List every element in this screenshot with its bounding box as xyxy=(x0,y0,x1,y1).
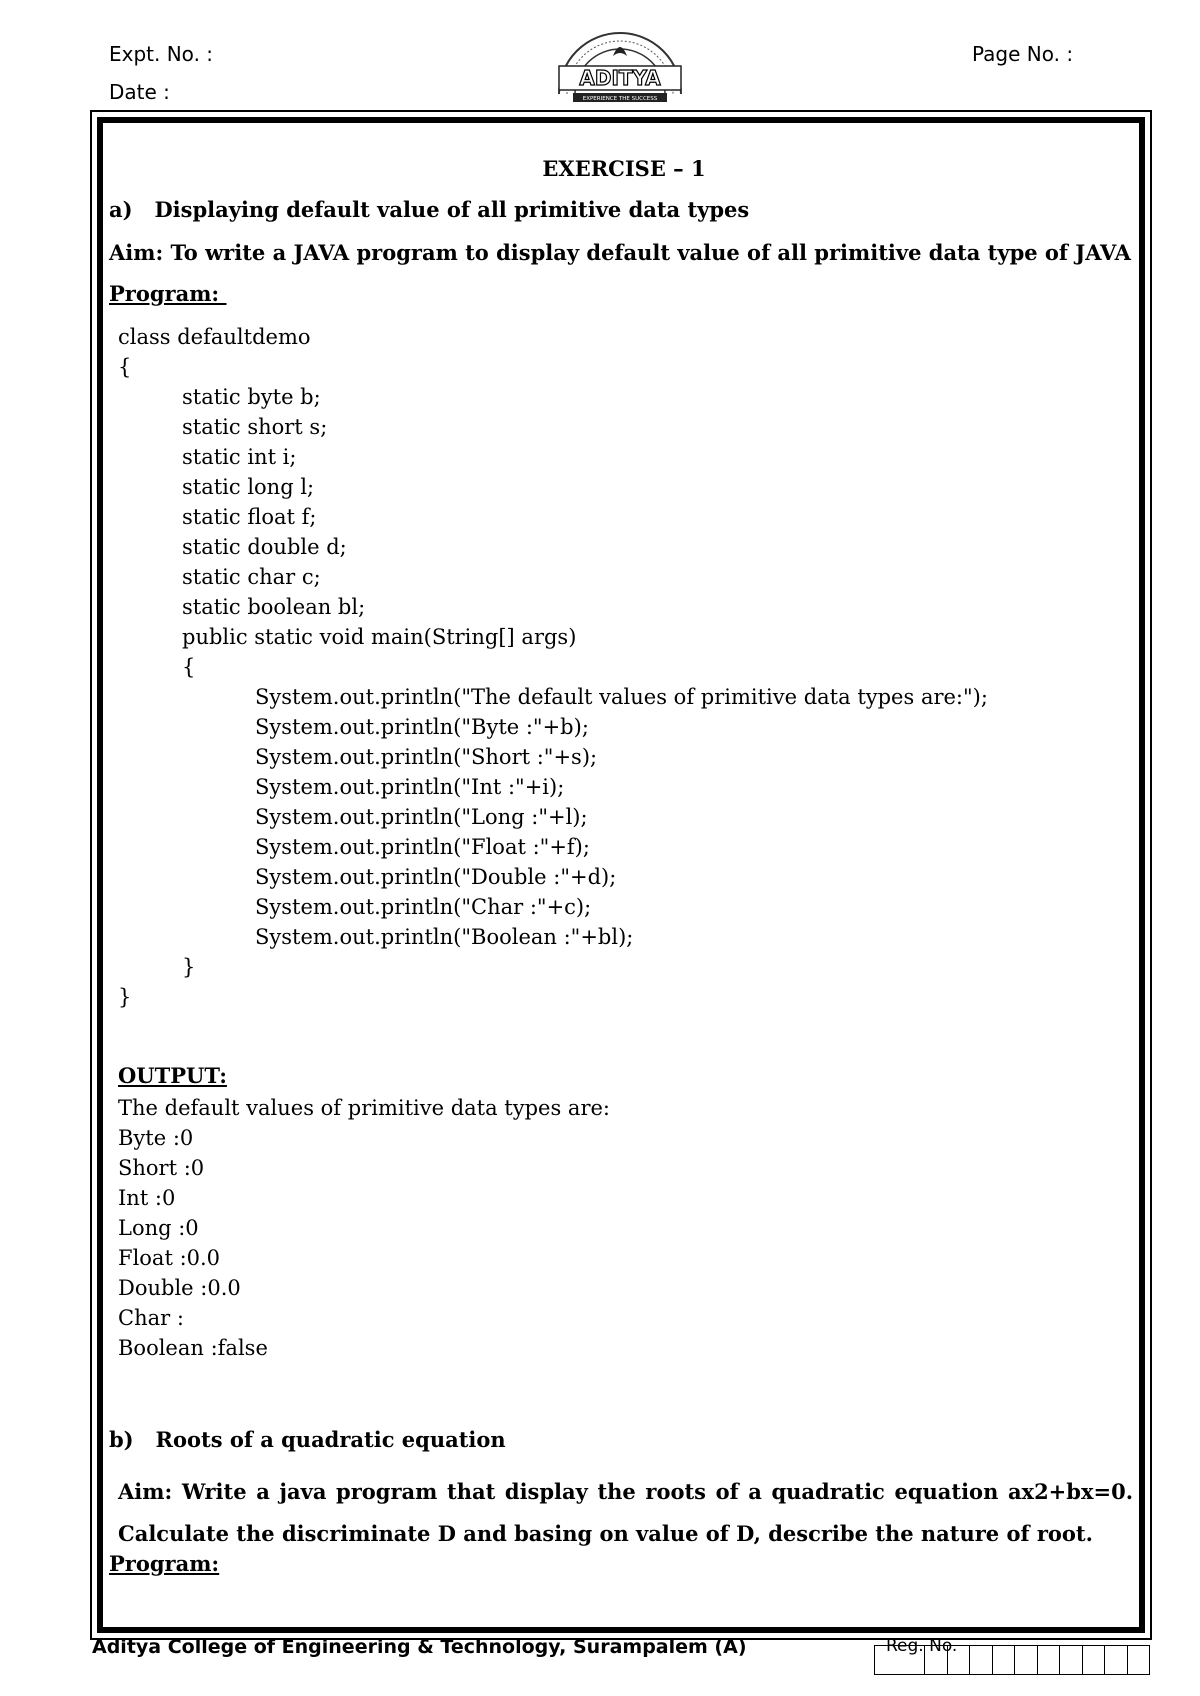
part-a-heading: a) Displaying default value of all primitive data types xyxy=(109,197,750,222)
code-line: System.out.println("Long :"+l); xyxy=(255,805,588,829)
code-line: static char c; xyxy=(182,565,321,589)
code-line: static byte b; xyxy=(182,385,321,409)
output-line: Byte :0 xyxy=(118,1126,194,1150)
output-line: Long :0 xyxy=(118,1216,199,1240)
code-line: } xyxy=(118,985,132,1009)
output-line: Short :0 xyxy=(118,1156,205,1180)
code-line: { xyxy=(182,655,196,679)
code-line: System.out.println("Short :"+s); xyxy=(255,745,598,769)
code-line: System.out.println("Char :"+c); xyxy=(255,895,592,919)
exercise-title: EXERCISE – 1 xyxy=(542,156,706,181)
code-line: static boolean bl; xyxy=(182,595,366,619)
reg-no-label: Reg. No. xyxy=(886,1636,958,1656)
code-line: System.out.println("Byte :"+b); xyxy=(255,715,589,739)
code-line: System.out.println("Float :"+f); xyxy=(255,835,590,859)
college-footer: Aditya College of Engineering & Technology, Surampalem (A) xyxy=(92,1636,747,1658)
code-line: class defaultdemo xyxy=(118,325,311,349)
code-line: static float f; xyxy=(182,505,317,529)
output-line: Boolean :false xyxy=(118,1336,268,1360)
part-a-program-label: Program: xyxy=(109,281,227,306)
code-line: System.out.println("Double :"+d); xyxy=(255,865,617,889)
page-no-label: Page No. : xyxy=(972,42,1074,66)
output-line: Int :0 xyxy=(118,1186,176,1210)
code-line: { xyxy=(118,355,132,379)
expt-no-label: Expt. No. : xyxy=(109,42,214,66)
code-line: static int i; xyxy=(182,445,297,469)
part-b-heading: b) Roots of a quadratic equation xyxy=(109,1427,506,1452)
logo-wordmark: ADITYA xyxy=(579,66,661,90)
code-line: static double d; xyxy=(182,535,347,559)
code-line: static short s; xyxy=(182,415,328,439)
part-b-program-label: Program: xyxy=(109,1551,220,1576)
part-b-aim: Aim: Write a java program that display the roots of a quadratic equation ax2+bx=0. Calculate the discriminate D and basing on value of D, describe the nature of root. xyxy=(118,1479,1133,1546)
date-label: Date : xyxy=(109,80,170,104)
output-line: The default values of primitive data types are: xyxy=(118,1096,610,1120)
college-logo xyxy=(553,28,687,106)
code-line: System.out.println("Boolean :"+bl); xyxy=(255,925,634,949)
code-line: System.out.println("The default values of primitive data types are:"); xyxy=(255,685,988,709)
output-label: OUTPUT: xyxy=(118,1063,227,1088)
code-line: } xyxy=(182,955,196,979)
code-line: static long l; xyxy=(182,475,315,499)
part-a-aim: Aim: To write a JAVA program to display default value of all primitive data type of JAVA xyxy=(109,240,1131,265)
logo-motto: EXPERIENCE THE SUCCESS xyxy=(582,96,658,102)
code-line: public static void main(String[] args) xyxy=(182,625,577,649)
output-line: Char : xyxy=(118,1306,184,1330)
output-line: Double :0.0 xyxy=(118,1276,241,1300)
output-line: Float :0.0 xyxy=(118,1246,221,1270)
code-line: System.out.println("Int :"+i); xyxy=(255,775,565,799)
